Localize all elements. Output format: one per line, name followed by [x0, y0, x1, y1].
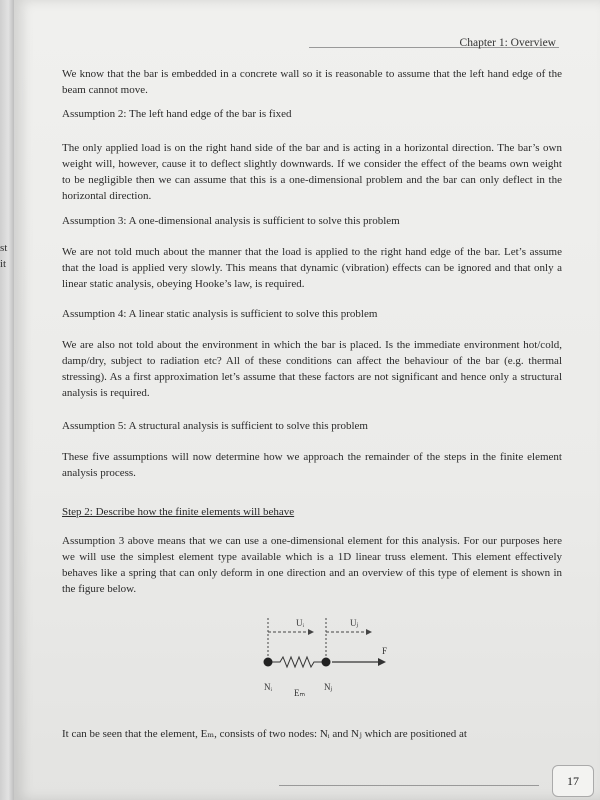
chapter-header: Chapter 1: Overview: [459, 37, 556, 49]
adjacent-page-edge: [0, 0, 14, 800]
page-number: 17: [552, 765, 594, 797]
assumption-heading: Assumption 5: A structural analysis is sufficient to solve this problem: [62, 420, 368, 432]
arrowhead-icon: [366, 629, 372, 635]
paragraph: We are not told much about the manner that the load is applied to the right hand edge of the bar. Let’s assume that the load is applied very slowly. This means that dynamic (vibration) effects can be ignored and that only a linear static analysis, obeying Hooke’s law, is required.: [62, 246, 562, 290]
node-j-dot: [322, 658, 331, 667]
label-force: F: [382, 646, 388, 656]
label-uj: Uⱼ: [350, 618, 359, 628]
paragraph: We are also not told about the environment in which the bar is placed. Is the immediate environment hot/cold, damp/dry, subject to radiation etc? All of these conditions can affect the behaviour of the bar (e.g. thermal stressing). As a first approximation let’s assume that these factors are not significant and hence only a structural analysis is required.: [62, 339, 562, 399]
footer-rule: [279, 785, 539, 786]
label-ni: Nᵢ: [264, 682, 272, 692]
paragraph: The only applied load is on the right hand side of the bar and is acting in a horizontal direction. The bar’s own weight will, however, cause it to deflect slightly downwards. If we consider the effect of the beams own weight to be negligible then we can assume that this is a one-dimensional problem and the bar can only deflect in the horizontal direction.: [62, 142, 562, 202]
assumption-heading: Assumption 4: A linear static analysis is sufficient to solve this problem: [62, 308, 378, 320]
paragraph: It can be seen that the element, Eₘ, consists of two nodes: Nᵢ and Nⱼ which are positioned at: [62, 728, 467, 740]
book-page: [14, 0, 600, 800]
adjacent-page-text: it: [0, 258, 7, 270]
adjacent-page-text: st: [0, 242, 8, 254]
paragraph: We know that the bar is embedded in a concrete wall so it is reasonable to assume that the left hand edge of the beam cannot move.: [62, 68, 562, 96]
label-ui: Uᵢ: [296, 618, 304, 628]
label-nj: Nⱼ: [324, 682, 333, 692]
arrowhead-icon: [308, 629, 314, 635]
label-em: Eₘ: [294, 688, 306, 698]
arrowhead-icon: [378, 658, 386, 666]
spring-icon: [272, 657, 322, 667]
paragraph: These five assumptions will now determine how we approach the remainder of the steps in the finite element analysis process.: [62, 451, 562, 479]
node-i-dot: [264, 658, 273, 667]
truss-element-figure: [254, 612, 404, 708]
paragraph: Assumption 3 above means that we can use a one-dimensional element for this analysis. For our purposes here we will use the simplest element type available which is a 1D linear truss element. This element effectively behaves like a spring that can only deform in one direction and an overview of this type of element is shown in the figure below.: [62, 535, 562, 595]
assumption-heading: Assumption 3: A one-dimensional analysis is sufficient to solve this problem: [62, 215, 400, 227]
assumption-heading: Assumption 2: The left hand edge of the bar is fixed: [62, 108, 292, 120]
step-heading: Step 2: Describe how the finite elements will behave: [62, 506, 295, 518]
